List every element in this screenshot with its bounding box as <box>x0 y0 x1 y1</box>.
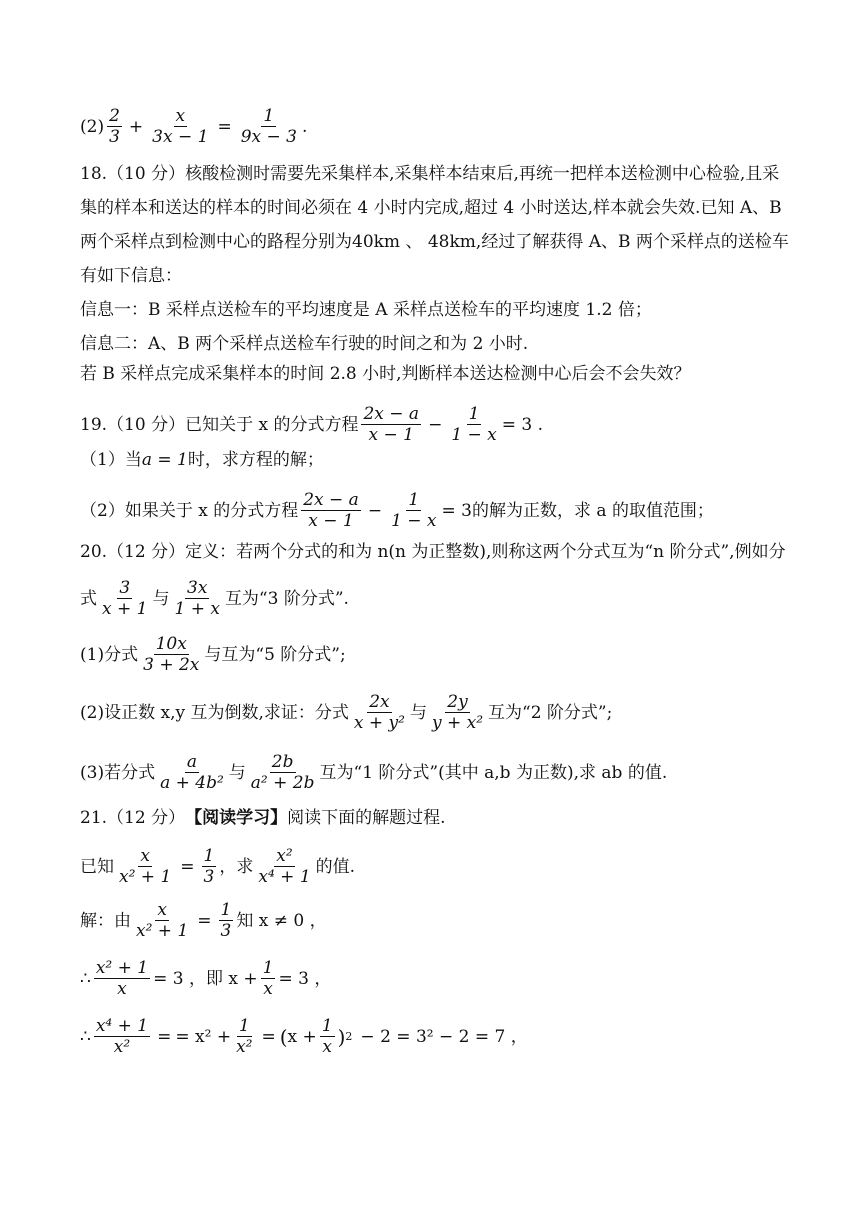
q20-part3: (3)若分式 a a + 4b² 与 2b a² + 2b 互为“1 阶分式”(其中 a,b 为正数),求 ab 的值. <box>80 752 668 793</box>
q18-line2: 集的样本和送达的样本的时间必须在 4 小时内完成,超过 4 小时送达,样本就会失效.已知 A、B <box>80 198 782 218</box>
fraction: 2y y + x² <box>431 692 484 733</box>
q18-line6: 信息二：A、B 两个采样点送检车行驶的时间之和为 2 小时. <box>80 334 529 354</box>
fraction: $\frac{x}{3x - 1}$ <box>152 106 209 147</box>
fraction: $\frac{1}{1 - x}$ <box>451 404 497 445</box>
q17-part2: (2) 2 3 + $\frac{x}{3x - 1}$ = $\frac{1}{9x - 3}$ . <box>80 106 308 147</box>
q19-part2: （2）如果关于 x 的分式方程 2x − a x − 1 − $\frac{1}{1 - x}$ = 3的解为正数，求 a 的取值范围； <box>80 490 714 531</box>
fraction: $\frac{1}{x}$ <box>321 1016 333 1057</box>
q20-part2: (2)设正数 x,y 互为倒数,求证：分式 2x x + y² 与 2y y + x² 互为“2 阶分式”; <box>80 692 613 733</box>
q18-line1: 18.（10 分）核酸检测时需要先采集样本,采集样本结束后,再统一把样本送检测中心检验,且采 <box>80 164 780 184</box>
fraction: 2x − a x − 1 <box>303 490 359 531</box>
q19-head: 19.（10 分）已知关于 x 的分式方程 2x − a x − 1 − $\frac{1}{1 - x}$ = 3 . <box>80 404 544 445</box>
q20-part1: (1)分式 10x 3 + 2x 与互为“5 阶分式”; <box>80 634 346 675</box>
q18-line5: 信息一：B 采样点送检车的平均速度是 A 采样点送检车的平均速度 1.2 倍； <box>80 300 652 320</box>
fraction: x² x⁴ + 1 <box>258 846 311 887</box>
q18-line7: 若 B 采样点完成采集样本的时间 2.8 小时,判断样本送达检测中心后会不会失效？ <box>80 364 691 384</box>
fraction: $\frac{1}{\text{x²}}$ <box>236 1016 253 1057</box>
fraction: $\frac{1}{1 - x}$ <box>391 490 437 531</box>
q19-part1: （1）当 a = 1 时，求方程的解； <box>80 450 324 470</box>
fraction: $\frac{x}{\text{x² + 1}}$ <box>136 900 189 941</box>
q21-step3: ∴ $\frac{\text{x⁴ + 1}}{\text{x²}}$ = = x² + $\frac{1}{\text{x²}}$ = ( x + $\frac{1}{x}$ ) 2 − 2 = 3² − 2 = 7 ， <box>80 1016 528 1057</box>
fraction: 3x 1 + x <box>174 578 220 619</box>
q18-line4: 有如下信息： <box>80 266 182 286</box>
fraction: 10x 3 + 2x <box>143 634 200 675</box>
q21-head: 21.（12 分） 【阅读学习】 阅读下面的解题过程. <box>80 808 446 828</box>
q18-line3: 两个采样点到检测中心的路程分别为40km 、 48km,经过了解获得 A、B 两个采样点的送检车 <box>80 232 789 252</box>
q20-line1: 20.（12 分）定义：若两个分式的和为 n(n 为正整数),则称这两个分式互为“n 阶分式”,例如分 <box>80 542 786 562</box>
fraction: a a + 4b² <box>160 752 224 793</box>
q20-line2: 式 3 x + 1 与 3x 1 + x 互为“3 阶分式”. <box>80 578 349 619</box>
q21-step1: 解：由 $\frac{x}{\text{x² + 1}}$ = $\frac{1}{3}$ 知 x ≠ 0 ， <box>80 900 327 941</box>
fraction: 2 3 <box>109 106 120 147</box>
fraction: $\frac{\text{x⁴ + 1}}{\text{x²}}$ <box>95 1016 149 1057</box>
fraction: 2x x + y² <box>353 692 405 733</box>
fraction: 3 x + 1 <box>102 578 148 619</box>
fraction: $\frac{\text{x² + 1}}{x}$ <box>95 958 149 999</box>
q21-known: 已知 $\frac{x}{\text{x² + 1}}$ = $\frac{1}{3}$ ，求 x² x⁴ + 1 的值. <box>80 846 356 887</box>
fraction: $\frac{x}{\text{x² + 1}}$ <box>119 846 172 887</box>
fraction: $\frac{1}{9x - 3}$ <box>240 106 297 147</box>
fraction: 2x − a x − 1 <box>363 404 420 445</box>
fraction: $\frac{1}{3}$ <box>220 900 232 941</box>
fraction: $\frac{1}{3}$ <box>203 846 215 887</box>
q21-step2: ∴ $\frac{\text{x² + 1}}{x}$ = 3 ，即 x + $\frac{1}{x}$ = 3 ， <box>80 958 332 999</box>
fraction: $\frac{1}{x}$ <box>262 958 274 999</box>
fraction: 2b a² + 2b <box>250 752 315 793</box>
